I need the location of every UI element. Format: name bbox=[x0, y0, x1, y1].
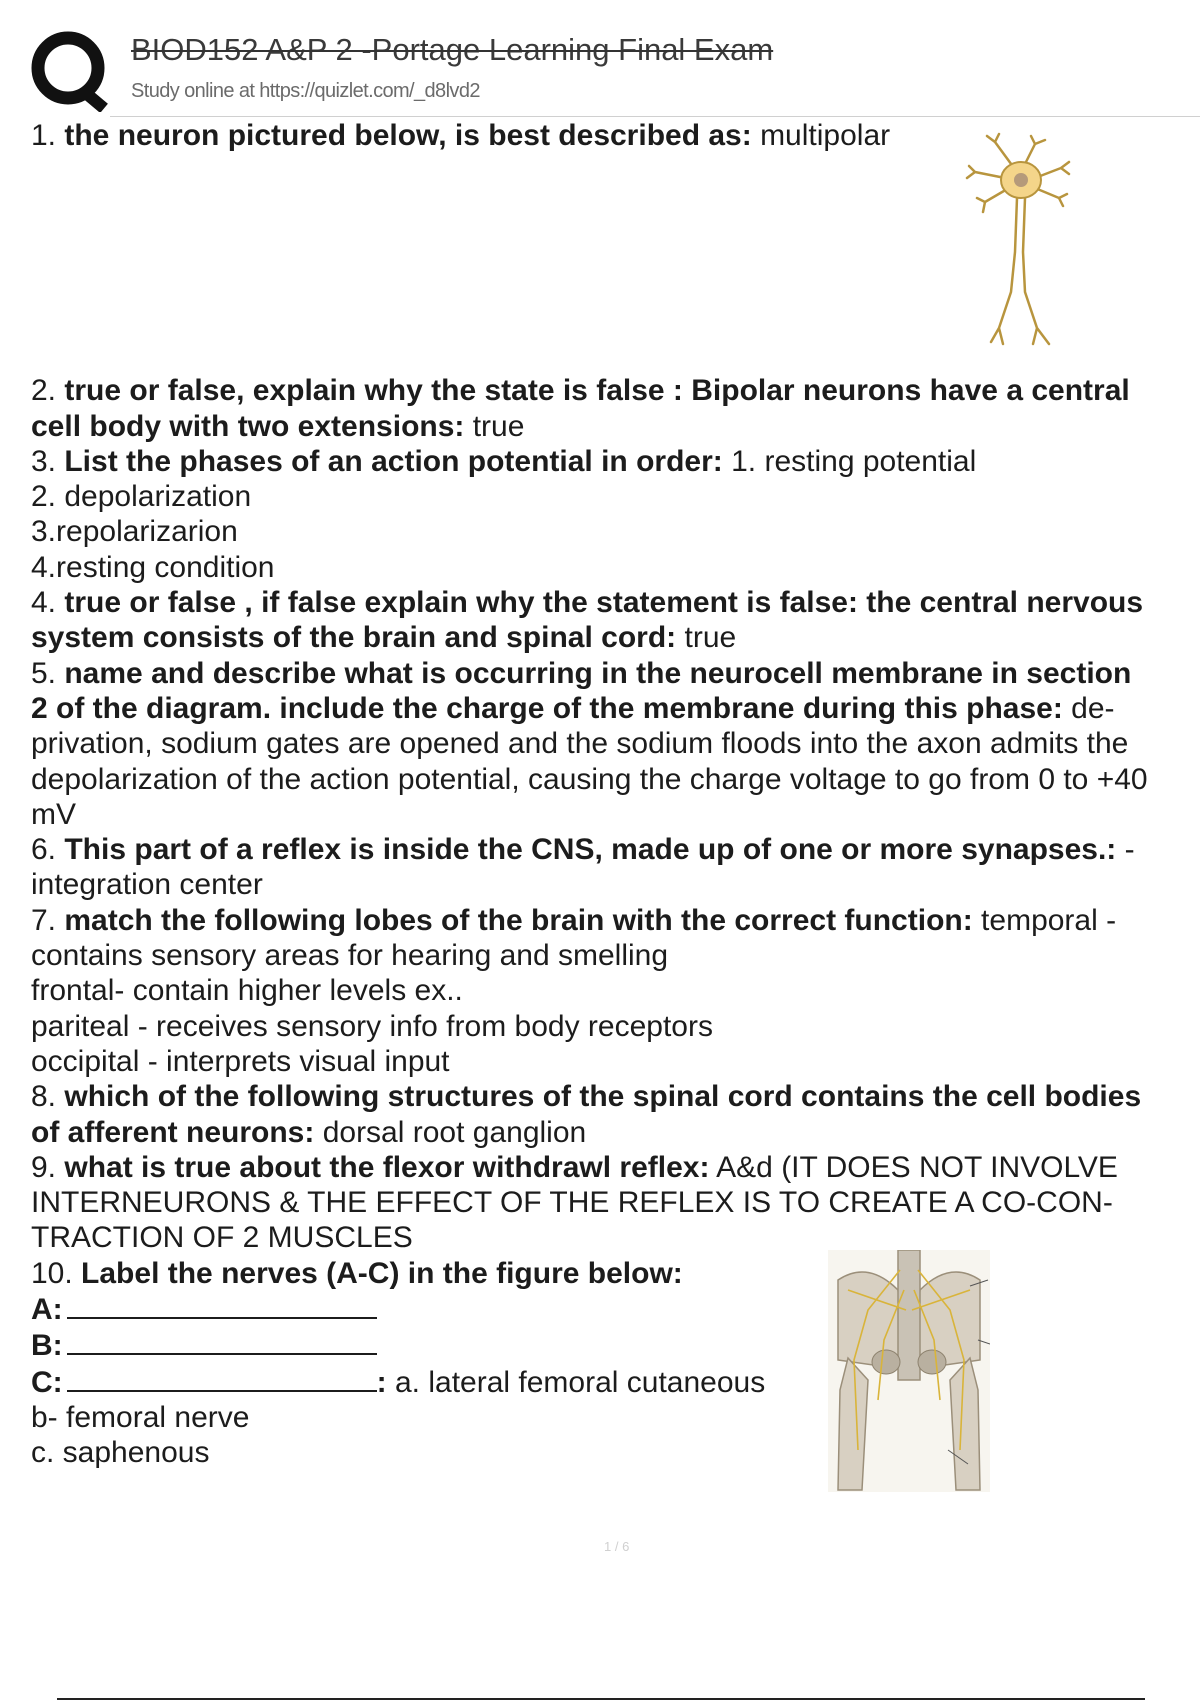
exam-content bbox=[31, 118, 1200, 1498]
question-1: 1. the neuron pictured below, is best described as: multipolar bbox=[31, 119, 891, 152]
study-online-link[interactable]: Study online at https://quizlet.com/_d8lvd2 bbox=[131, 80, 480, 102]
quizlet-logo-icon bbox=[30, 30, 112, 112]
blank-b bbox=[67, 1327, 377, 1355]
page-header bbox=[0, 0, 1200, 118]
document-title: BIOD152 A&P 2 -Portage Learning Final Exam bbox=[131, 32, 774, 67]
question-7: 7. match the following lobes of the brain with the correct function: temporal - contains sensory areas for hearing and smelling frontal- contain higher levels ex.. pariteal - receives sensory info from body receptors occipital - interprets visual input bbox=[31, 903, 1117, 1078]
question-4: 4. true or false , if false explain why the statement is false: the central nervous system consists of the brain and spinal cord: true bbox=[31, 586, 1144, 655]
blank-c bbox=[67, 1364, 377, 1392]
question-2: 2. true or false, explain why the state is false : Bipolar neurons have a central cell body with two extensions: true bbox=[31, 374, 1130, 443]
question-10: 10. Label the nerves (A-C) in the figure below: A: B: C: : a. lateral femoral cutaneous b- femoral nerve c. saphenous bbox=[31, 1256, 766, 1470]
question-6: 6. This part of a reflex is inside the CNS, made up of one or more synapses.: - integration center bbox=[31, 833, 1135, 902]
blank-a bbox=[67, 1291, 377, 1319]
question-3: 3. List the phases of an action potential in order: 1. resting potential 2. depolarization 3.repolarizarion 4.resting condition bbox=[31, 444, 977, 584]
question-8: 8. which of the following structures of the spinal cord contains the cell bodies of afferent neurons: dorsal root ganglion bbox=[31, 1080, 1142, 1149]
question-9: 9. what is true about the flexor withdrawl reflex: A&d (IT DOES NOT INVOLVE INTERNEURONS & THE EFFECT OF THE REFLEX IS TO CREATE A CO-CON- TRACTION OF 2 MUSCLES bbox=[31, 1150, 1118, 1255]
question-5: 5. name and describe what is occurring in the neurocell membrane in section 2 of the diagram. include the charge of the membrane during this phase: de- privation, sodium gates are opened and the sodium floods into the axon admits the depolarization of the action potential, causing the charge voltage to go from 0 to +40 mV bbox=[31, 656, 1148, 831]
header-divider bbox=[110, 116, 1200, 117]
page-number: 1 / 6 bbox=[604, 1539, 630, 1554]
